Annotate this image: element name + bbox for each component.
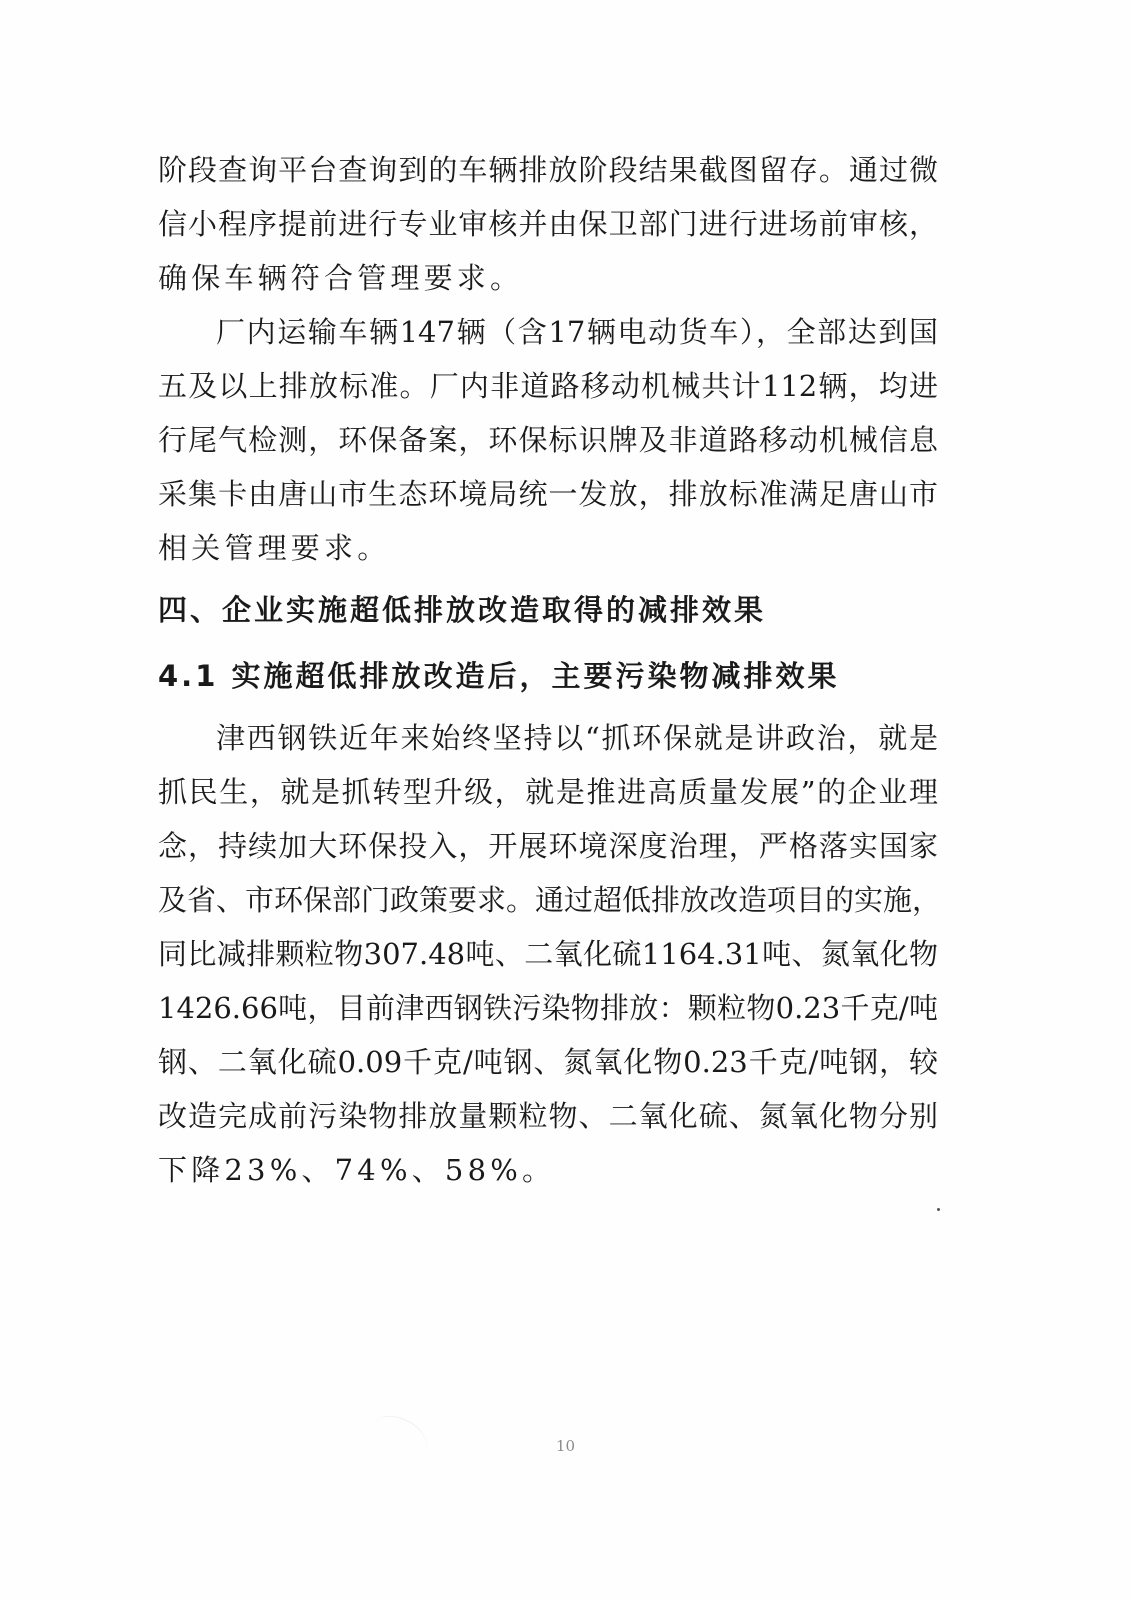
paragraph-line: 钢、二氧化硫0.09千克/吨钢、氮氧化物0.23千克/吨钢，较 (158, 1045, 938, 1079)
paragraph-line: 及省、市环保部门政策要求。通过超低排放改造项目的实施， (158, 883, 942, 917)
paragraph-emission-results (158, 711, 942, 1197)
paragraph-line: 抓民生，就是抓转型升级，就是推进高质量发展”的企业理 (158, 775, 938, 809)
paragraph-line: 念，持续加大环保投入，开展环境深度治理，严格落实国家 (158, 829, 938, 863)
paragraph-line: 厂内运输车辆147辆（含17辆电动货车），全部达到国 (216, 315, 938, 349)
paragraph-line: 确保车辆符合管理要求。 (158, 261, 524, 295)
paragraph-line: 采集卡由唐山市生态环境局统一发放，排放标准满足唐山市 (158, 477, 938, 511)
paragraph-line: 下降23%、74%、58%。 (158, 1153, 556, 1187)
paragraph-vehicle-review (158, 143, 938, 305)
page-number: 10 (555, 1437, 576, 1455)
paragraph-line: 改造完成前污染物排放量颗粒物、二氧化硫、氮氧化物分别 (158, 1099, 938, 1133)
paragraph-line: 阶段查询平台查询到的车辆排放阶段结果截图留存。通过微 (158, 153, 938, 187)
paragraph-line: 信小程序提前进行专业审核并由保卫部门进行进场前审核， (158, 207, 938, 241)
paragraph-plant-vehicles (158, 305, 938, 575)
section-heading: 四、企业实施超低排放改造取得的减排效果 (158, 593, 767, 627)
scan-artifact-dot (937, 1208, 940, 1211)
paragraph-line: 相关管理要求。 (158, 531, 391, 565)
subsection-heading: 4.1 实施超低排放改造后，主要污染物减排效果 (158, 659, 840, 693)
paragraph-line: 1426.66吨，目前津西钢铁污染物排放：颗粒物0.23千克/吨 (158, 991, 938, 1025)
paragraph-line: 五及以上排放标准。厂内非道路移动机械共计112辆，均进 (158, 369, 938, 403)
paragraph-line: 津西钢铁近年来始终坚持以“抓环保就是讲政治，就是 (216, 721, 938, 755)
document-body (158, 143, 942, 1197)
paragraph-line: 同比减排颗粒物307.48吨、二氧化硫1164.31吨、氮氧化物 (158, 937, 938, 971)
paragraph-line: 行尾气检测，环保备案，环保标识牌及非道路移动机械信息 (158, 423, 938, 457)
